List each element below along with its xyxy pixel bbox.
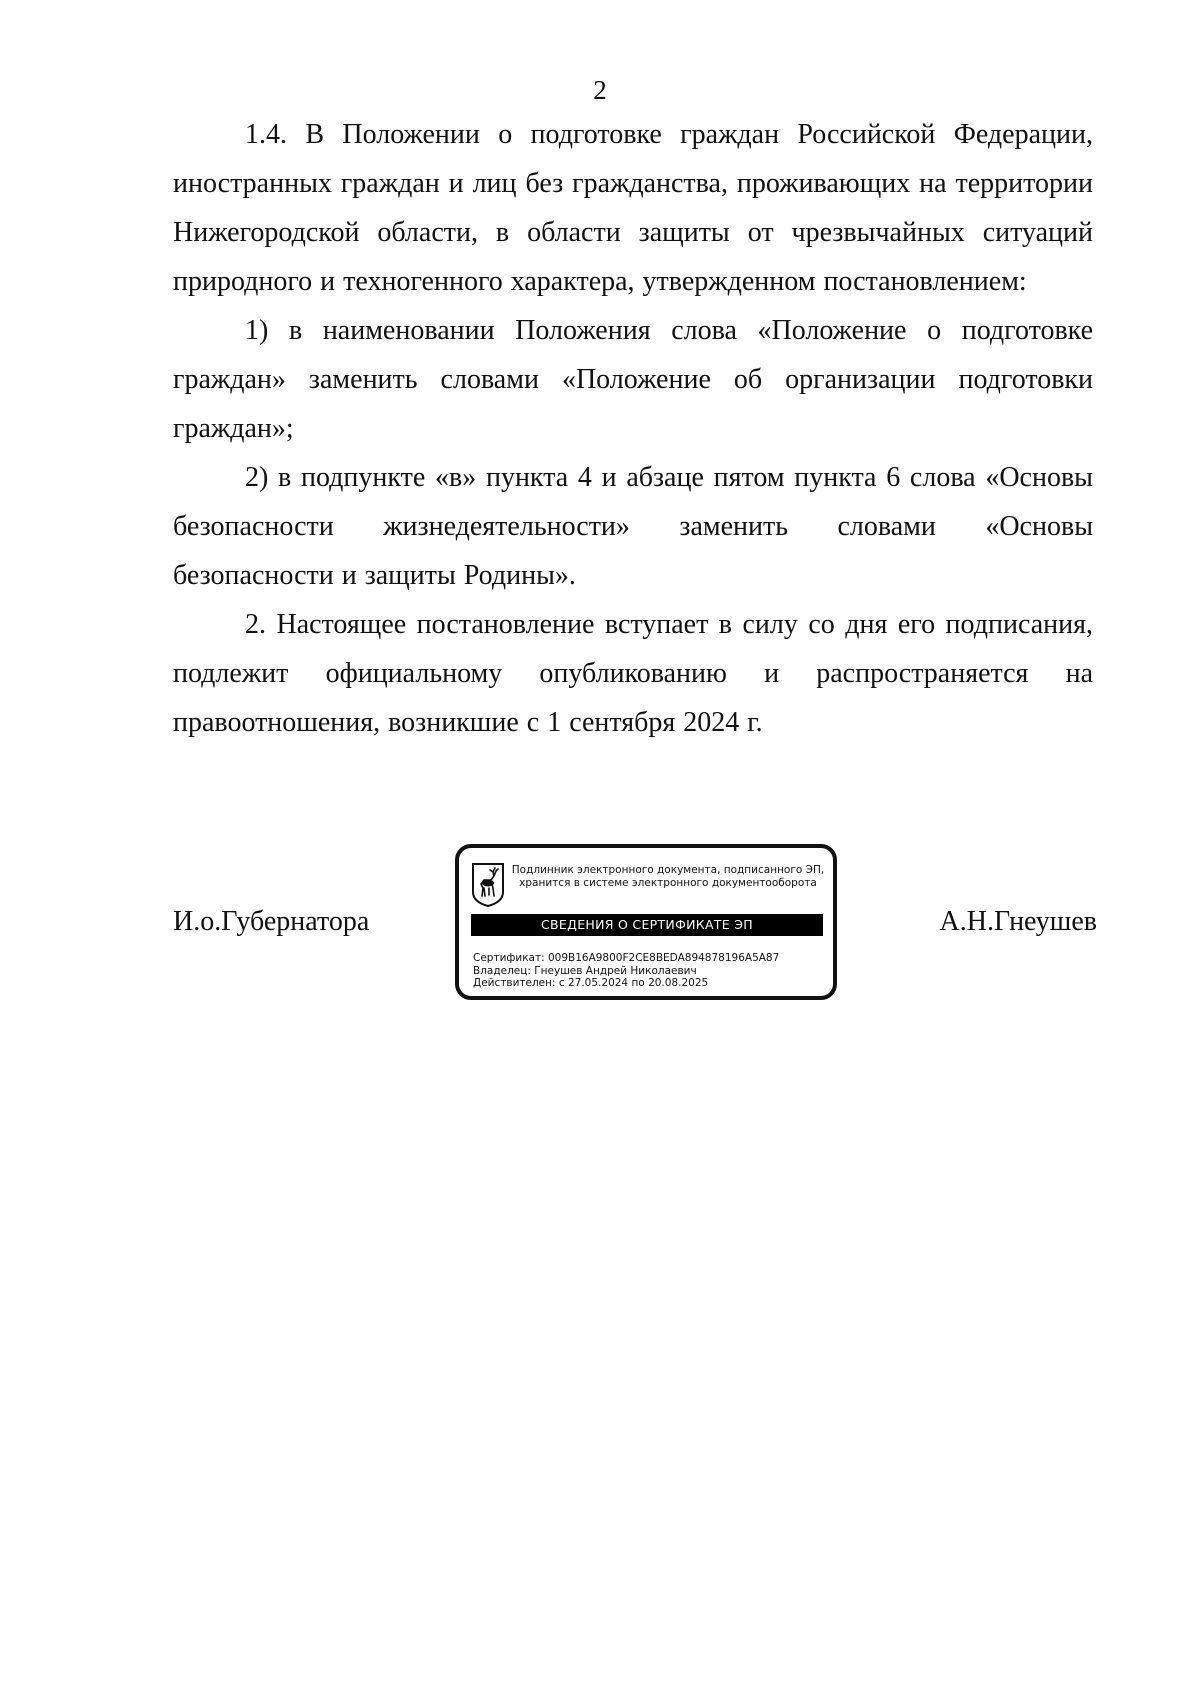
signature-block — [173, 844, 1097, 1014]
paragraph-2: 2. Настоящее постановление вступает в силу со дня его подписания, подлежит официальному опубликованию и распространяется на правоотношения, возникшие с 1 сентября 2024 г. — [173, 609, 1093, 738]
stamp-certificate-details — [473, 952, 823, 990]
signatory-name: А.Н.Гнеушев — [939, 906, 1097, 937]
stamp-header-line-1: Подлинник электронного документа, подписанного ЭП, — [511, 864, 825, 876]
electronic-signature-stamp — [455, 844, 837, 1000]
paragraph-subitem-1: 1) в наименовании Положения слова «Положение о подготовке граждан» заменить словами «Положение об организации подготовки граждан»; — [173, 315, 1093, 444]
paragraph-subitem-2: 2) в подпункте «в» пункта 4 и абзаце пятом пункта 6 слова «Основы безопасности жизнедеятельности» заменить словами «Основы безопасности и защиты Родины». — [173, 462, 1093, 591]
stamp-certificate-title: СВЕДЕНИЯ О СЕРТИФИКАТЕ ЭП — [471, 914, 823, 936]
signatory-position: И.о.Губернатора — [173, 906, 370, 937]
page-number: 2 — [593, 75, 607, 105]
nizhny-novgorod-deer-emblem-icon — [471, 862, 505, 908]
stamp-owner: Владелец: Гнеушев Андрей Николаевич — [473, 964, 697, 977]
stamp-validity: Действителен: с 27.05.2024 по 20.08.2025 — [473, 977, 709, 989]
stamp-header-line-2: хранится в системе электронного документооборота — [519, 877, 817, 889]
stamp-header — [509, 864, 827, 890]
paragraph-1-4: 1.4. В Положении о подготовке граждан Российской Федерации, иностранных граждан и лиц без гражданства, проживающих на территории Нижегородской области, в области защиты от чрезвычайных ситуаций природного и техногенного характера, утвержденном постановлением: — [173, 119, 1093, 297]
stamp-certificate-number: Сертификат: 009B16A9800F2CE8BEDA894878196A5A87 — [473, 952, 780, 964]
document-body — [173, 110, 1093, 747]
